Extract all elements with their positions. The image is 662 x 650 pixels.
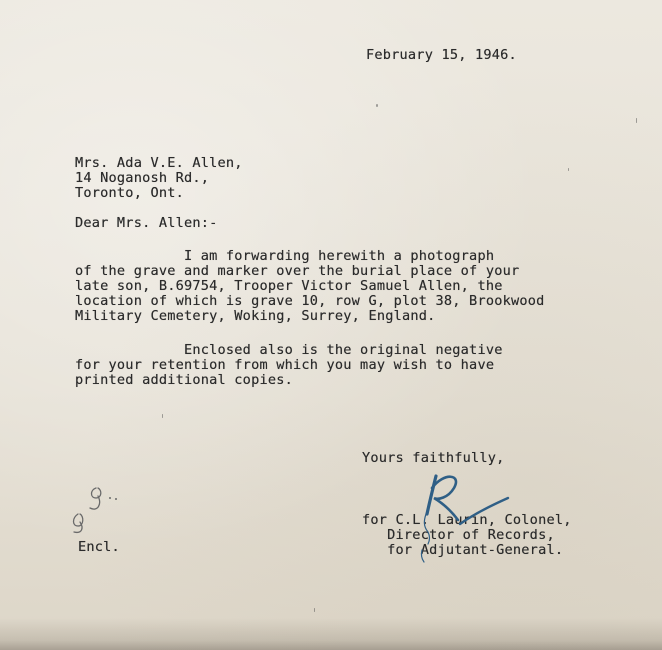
signature-block [362, 513, 572, 558]
paper-speck [162, 414, 163, 418]
body-paragraph-2 [75, 343, 503, 388]
body-line: for your retention from which you may wish to have [75, 357, 495, 373]
letter-date: February 15, 1946. [366, 47, 517, 63]
body-line: location of which is grave 10, row G, plot 38, Brookwood [75, 293, 545, 309]
body-line: late son, B.69754, Trooper Victor Samuel Allen, the [75, 278, 503, 294]
paper-speck [376, 104, 378, 107]
paper-speck [314, 608, 315, 612]
body-line: Enclosed also is the original negative [75, 342, 503, 358]
address-line-name: Mrs. Ada V.E. Allen, [75, 155, 243, 171]
pencil-annotation-mark [64, 478, 134, 538]
paper-speck [568, 168, 569, 171]
closing: Yours faithfully, [362, 450, 505, 466]
signature-line: Director of Records, [362, 527, 555, 543]
signature-line: for C.L. Laurin, Colonel, [362, 512, 572, 528]
body-line: printed additional copies. [75, 372, 293, 388]
enclosure-note: Encl. [78, 539, 120, 555]
body-paragraph-1 [75, 249, 545, 324]
body-line: of the grave and marker over the burial place of your [75, 263, 520, 279]
page-bottom-shadow [0, 618, 662, 650]
recipient-address [75, 156, 243, 201]
address-line-city: Toronto, Ont. [75, 185, 184, 201]
body-line: Military Cemetery, Woking, Surrey, England. [75, 308, 436, 324]
address-line-street: 14 Noganosh Rd., [75, 170, 210, 186]
paper-speck [636, 118, 637, 123]
salutation: Dear Mrs. Allen:- [75, 215, 218, 231]
signature-line: for Adjutant-General. [362, 542, 564, 558]
body-line: I am forwarding herewith a photograph [75, 248, 495, 264]
